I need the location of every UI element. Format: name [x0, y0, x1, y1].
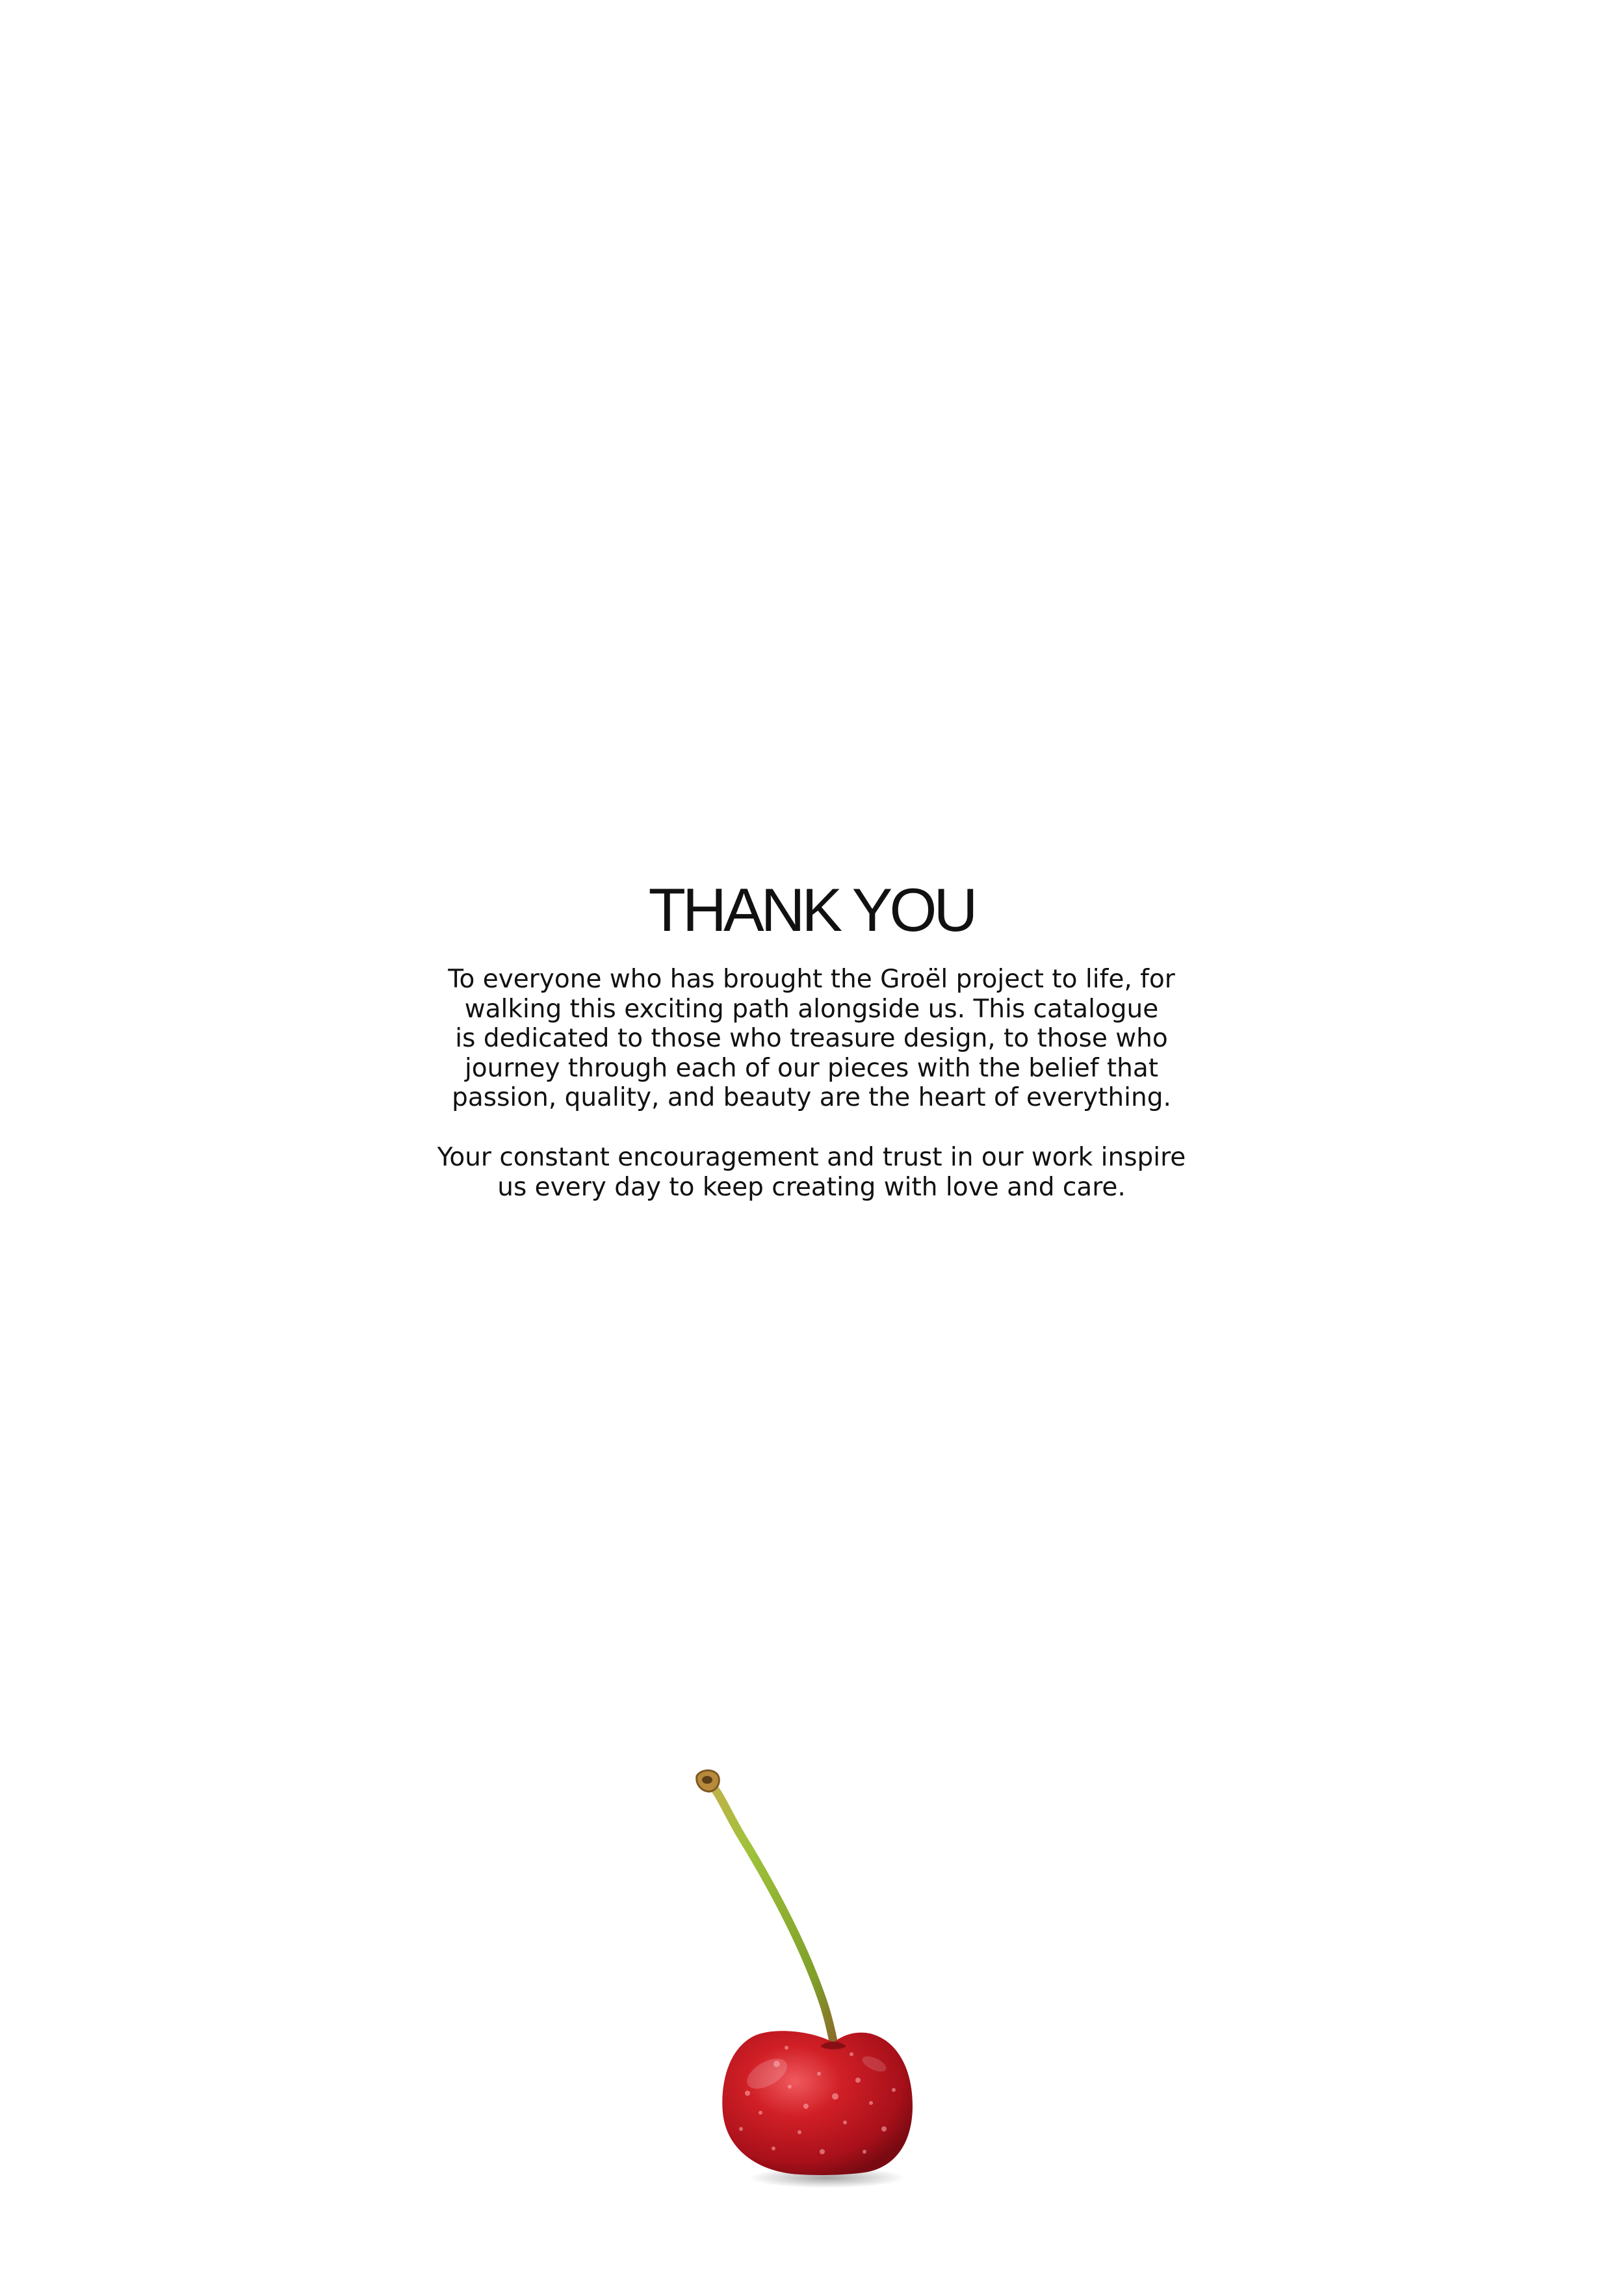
closing-line: us every day to keep creating with love and care.: [497, 1172, 1126, 1202]
dedication-line: walking this exciting path alongside us. This catalogue: [464, 994, 1159, 1024]
cherry-icon: [650, 1768, 962, 2210]
dedication-line: passion, quality, and beauty are the heart of everything.: [452, 1083, 1171, 1112]
cherry-stem: [707, 1780, 834, 2044]
closing-paragraph: [0, 1143, 1623, 1202]
page-title: THANK YOU: [648, 876, 975, 944]
closing-line: Your constant encouragement and trust in our work inspire: [437, 1143, 1186, 1172]
dedication-line: is dedicated to those who treasure design, to those who: [455, 1024, 1168, 1053]
dedication-paragraph: [0, 965, 1623, 1113]
dedication-line: To everyone who has brought the Groël project to life, for: [448, 965, 1175, 994]
cherry-fruit: [722, 2031, 913, 2175]
dedication-line: journey through each of our pieces with the belief that: [464, 1053, 1159, 1083]
